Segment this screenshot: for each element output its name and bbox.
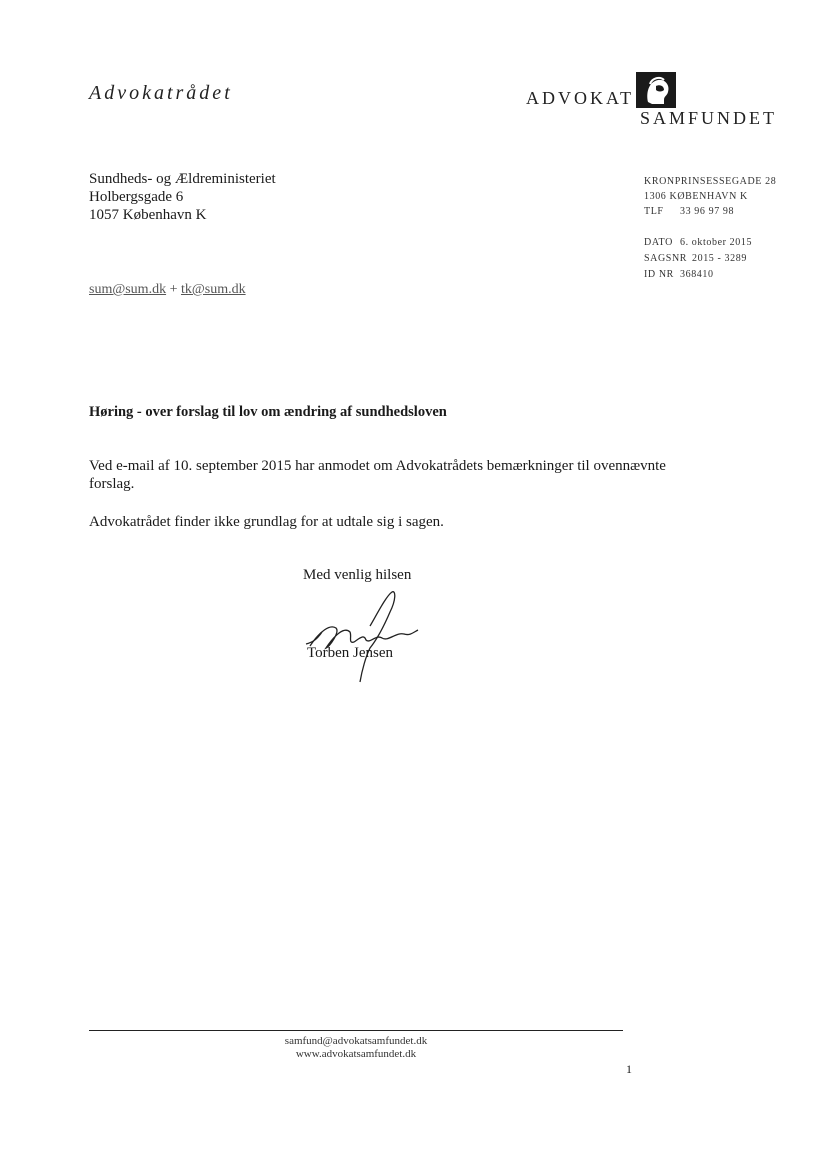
footer-email[interactable]: samfund@advokatsamfundet.dk [284, 1035, 428, 1047]
logo-text-bottom: SAMFUNDET [640, 108, 778, 128]
sender-address-line: 1306 KØBENHAVN K [644, 191, 748, 202]
letter-metadata [644, 235, 752, 283]
handwritten-signature-icon [300, 586, 430, 686]
id-number-row [644, 267, 752, 283]
logo-text-top: ADVOKAT [526, 88, 634, 108]
recipient-emails [89, 282, 246, 298]
letter-body [89, 457, 669, 551]
date-label: DATO [644, 237, 673, 248]
sender-phone-row [644, 204, 776, 219]
case-number-row [644, 251, 752, 267]
signer-name: Torben Jensen [307, 645, 394, 661]
id-number-label: ID NR [644, 269, 674, 280]
email-link-tk[interactable]: tk@sum.dk [180, 282, 246, 297]
closing-greeting: Med venlig hilsen [303, 567, 412, 583]
footer [89, 1035, 623, 1061]
recipient-address [89, 170, 276, 224]
recipient-line: Holbergsgade 6 [89, 189, 184, 205]
sender-address-line: KRONPRINSESSEGADE 28 [644, 176, 777, 187]
date-value: 6. oktober 2015 [680, 237, 753, 248]
letter-subject: Høring - over forslag til lov om ændring af sundhedsloven [89, 404, 447, 420]
footer-divider [89, 1030, 623, 1031]
page-number: 1 [626, 1062, 632, 1076]
phone-label: TLF [644, 206, 664, 217]
recipient-line: 1057 København K [89, 207, 207, 223]
helmet-logo-icon [636, 72, 676, 108]
footer-website[interactable]: www.advokatsamfundet.dk [295, 1048, 417, 1060]
email-link-sum[interactable]: sum@sum.dk [89, 282, 167, 297]
body-paragraph: Ved e-mail af 10. september 2015 har anmodet om Advokatrådets bemærkninger til ovennævnte forslag. [89, 458, 666, 492]
phone-number: 33 96 97 98 [680, 206, 735, 217]
case-number-value: 2015 - 3289 [692, 253, 747, 264]
date-row [644, 235, 752, 251]
council-name: Advokatrådet [89, 82, 233, 104]
id-number-value: 368410 [680, 269, 714, 280]
case-number-label: SAGSNR [644, 253, 688, 264]
body-paragraph: Advokatrådet finder ikke grundlag for at udtale sig i sagen. [89, 514, 444, 530]
recipient-line: Sundheds- og Ældreministeriet [89, 171, 276, 187]
sender-address [644, 174, 776, 219]
email-separator: + [169, 282, 178, 297]
